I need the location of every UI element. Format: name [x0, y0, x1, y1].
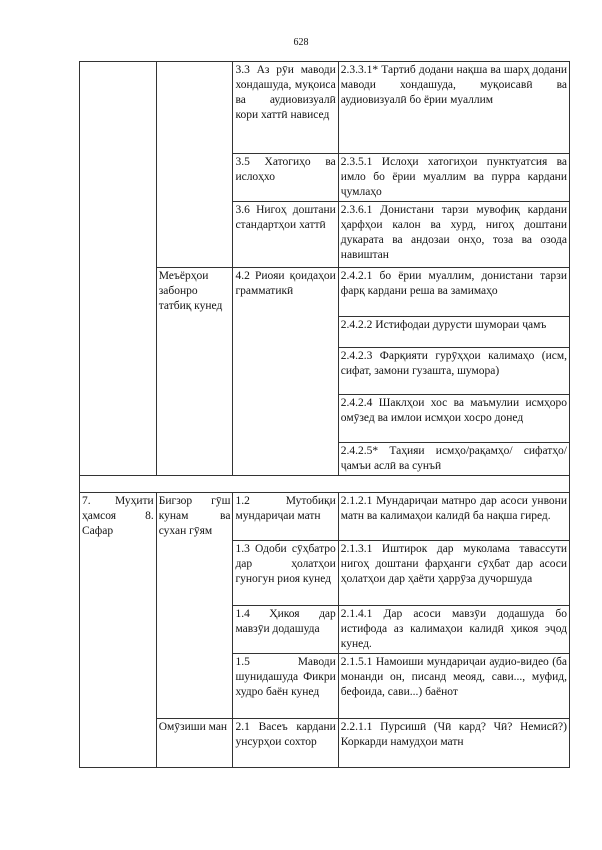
- subskill-cell: 3.5 Хатогиҳо ва ислоҳхо: [233, 154, 338, 202]
- skill-cell: Меъёрҳои забонро татбиқ кунед: [156, 268, 233, 476]
- objective-cell: 2.1.2.1 Мундариҷаи матнро дар асоси унвони матн ва калимаҳои калидӣ ба нақша гиред.: [338, 493, 569, 541]
- table-row: [80, 493, 570, 541]
- subskill-cell: 1.3 Одоби сӯҳбатро дар ҳолатҳои гуногун риоя кунед: [233, 541, 338, 606]
- skill-cell: Омӯзиши ман: [156, 719, 233, 768]
- skill-cell: Бигзор гӯш кунам ва сухан гӯям: [156, 493, 233, 719]
- objective-cell: 2.2.1.1 Пурсишӣ (Чӣ кард? Чӣ? Немисӣ?) Коркарди намудҳои матн: [338, 719, 569, 768]
- objective-cell: 2.4.2.3 Фарқияти гурӯҳҳои калимаҳо (исм, сифат, замони гузашта, шумора): [338, 348, 569, 395]
- quarter-label: [80, 476, 570, 493]
- topic-cell-empty: [80, 62, 157, 476]
- topic-cell: 7. Муҳити ҳамсоя 8. Сафар: [80, 493, 157, 768]
- subskill-cell: 1.4 Ҳикоя дар мавзӯи додашуда: [233, 606, 338, 654]
- objective-cell: 2.1.4.1 Дар асоси мавзӯи додашуда бо истифода аз калимаҳои калидӣ ҳикоя эҷод кунед.: [338, 606, 569, 654]
- subskill-cell: 2.1 Васеъ кардани унсурҳои сохтор: [233, 719, 338, 768]
- objective-cell: 2.4.2.1 бо ёрии муаллим, донистани тарзи фарқ кардани реша ва замимаҳо: [338, 268, 569, 317]
- subskill-cell: 4.2 Риояи қоидаҳои грамматикӣ: [233, 268, 338, 476]
- subskill-cell: 1.2 Мутобиқи мундариҷаи матн: [233, 493, 338, 541]
- objective-cell: 2.1.5.1 Намоиши мундариҷаи аудио-видео (ба монанди он, писанд меояд, сави..., муфид, бефоида, сави...) баёнот: [338, 654, 569, 719]
- table-row: [80, 62, 570, 154]
- subskill-cell: 3.3 Аз рӯи маводи хондашуда, муқоиса ва аудиовизуалӣ кори хаттӣ нависед: [233, 62, 338, 154]
- curriculum-table: [79, 61, 570, 768]
- subskill-cell: 1.5 Маводи шунидашуда Фикри худро баён кунед: [233, 654, 338, 719]
- subskill-cell: 3.6 Нигоҳ доштани стандартҳои хаттӣ: [233, 202, 338, 268]
- skill-cell-empty: [156, 62, 233, 268]
- objective-cell: 2.1.3.1 Иштирок дар муколама тавассути нигоҳ доштани фарҳанги сӯҳбат дар асоси ҳолатҳои дар ҳаёти ҳаррӯза дучоршуда: [338, 541, 569, 606]
- objective-cell: 2.4.2.2 Истифодаи дурусти шумораи ҷамъ: [338, 317, 569, 348]
- objective-cell: 2.3.6.1 Донистани тарзи мувофиқ кардани ҳарфҳои калон ва хурд, нигоҳ доштани дукарата ва андозаи онҳо, тоза ва озода навиштан: [338, 202, 569, 268]
- page-number: 628: [293, 37, 309, 48]
- quarter-row: [80, 476, 570, 493]
- objective-cell: 2.3.3.1* Тартиб додани нақша ва шарҳ додани маводи хондашуда, муқоисавӣ ва аудиовизуалӣ бо ёрии муаллим: [338, 62, 569, 154]
- objective-cell: 2.3.5.1 Ислоҳи хатогиҳои пунктуатсия ва имло бо ёрии муаллим ва пурра кардани ҷумлаҳо: [338, 154, 569, 202]
- objective-cell: 2.4.2.4 Шаклҳои хос ва маъмулии исмҳоро омӯзед ва имлои исмҳои хосро донед: [338, 395, 569, 443]
- objective-cell: 2.4.2.5* Таҳияи исмҳо/рақамҳо/ сифатҳо/ҷамъи аслӣ ва сунъӣ: [338, 443, 569, 476]
